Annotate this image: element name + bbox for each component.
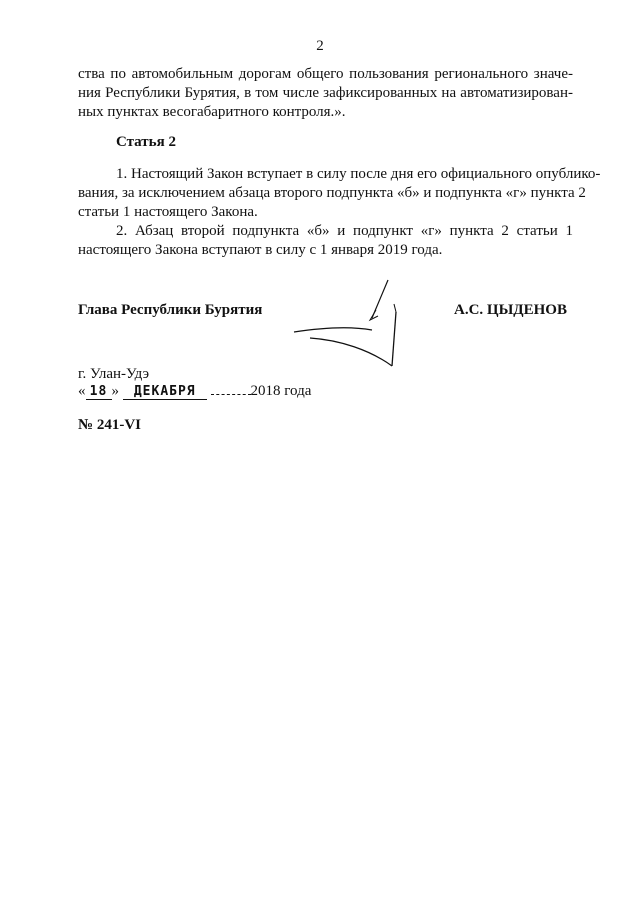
- text-line: ства по автомобильным дорогам общего пользования регионального значе-: [78, 66, 573, 82]
- article-item-2: [78, 222, 573, 260]
- law-number: № 241-VI: [78, 417, 141, 433]
- paragraph-continuation: [78, 65, 573, 122]
- date-year: 2018 года: [250, 383, 312, 399]
- date-close-quote: »: [111, 383, 119, 399]
- signing-date: [78, 383, 311, 400]
- text-line: 1. Настоящий Закон вступает в силу после дня его официального опублико-: [116, 166, 601, 182]
- text-line: ния Республики Бурятия, в том числе зафиксированных на автоматизирован-: [78, 85, 573, 101]
- date-open-quote: «: [78, 383, 86, 399]
- article-heading: Статья 2: [116, 134, 176, 150]
- date-month: ДЕКАБРЯ: [123, 384, 207, 400]
- article-item-1: [78, 165, 601, 222]
- page-number: 2: [316, 38, 324, 54]
- text-line: ных пунктах весогабаритного контроля.».: [78, 104, 346, 120]
- signatory-position: Глава Республики Бурятия: [78, 302, 263, 318]
- text-line: статьи 1 настоящего Закона.: [78, 204, 258, 220]
- place-of-signing: г. Улан-Удэ: [78, 366, 150, 382]
- text-line: 2. Абзац второй подпункта «б» и подпункт «г» пункта 2 статьи 1: [116, 223, 573, 239]
- signatory-name: А.С. ЦЫДЕНОВ: [454, 302, 567, 318]
- date-blank-line: [211, 394, 251, 395]
- date-day: 18: [86, 384, 112, 400]
- handwritten-signature: [280, 270, 420, 380]
- text-line: настоящего Закона вступают в силу с 1 января 2019 года.: [78, 242, 443, 258]
- text-line: вания, за исключением абзаца второго подпункта «б» и подпункта «г» пункта 2: [78, 185, 586, 201]
